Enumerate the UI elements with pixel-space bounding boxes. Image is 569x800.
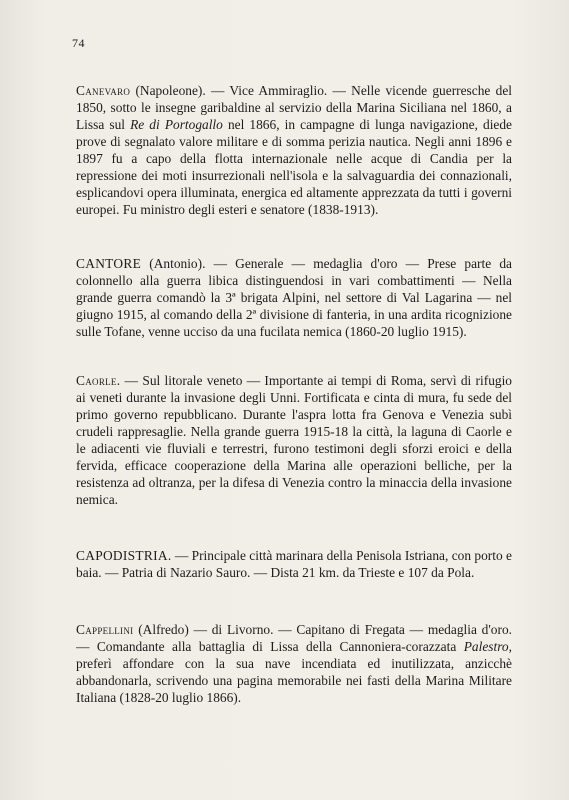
entry-headword: CANTORE (76, 256, 142, 272)
entry-canevaro (76, 83, 512, 218)
entry-text: — Principale città marinara della Penisola Istriana, con porto e baia. — Patria di Nazario Sauro. — Dista 21 km. da Trieste e 107 da Pola. (76, 548, 512, 581)
entry-text: , preferì affondare con la sua nave incendiata ed inutilizzata, anzicchè abbandonarla, scrivendo una pagina memorabile nei fasti della Marina Militare Italiana (1828-20 luglio 1866). (76, 639, 512, 706)
entry-text: (Antonio). — Generale — medaglia d'oro — Prese parte da colonnello alla guerra libica distinguendosi in vari combattimenti — Nella grande guerra comandò la 3ª brigata Alpini, nel settore di Val Lagarina — nel giugno 1915, al comando della 2ª divisione di fanteria, in una ardita ricognizione sulle Tofane, venne ucciso da una fucilata nemica (1860-20 luglio 1915). (76, 256, 512, 340)
ship-name: Re di Portogallo (130, 117, 223, 133)
entry-headword: CAPODISTRIA. (76, 548, 172, 564)
entry-text: nel 1866, in campagne di lunga navigazione, diede prove di segnalato valore militare e di somma perizia nautica. Negli anni 1896 e 1897 fu a capo della flotta internazionale nelle acque di Candia per la repressione dei moti insurrezionali nell'isola e la salvaguardia dei connazionali, esplicandovi opera illuminata, energica ed altamente apprezzata da tutti i governi europei. Fu ministro degli esteri e senatore (1838-1913). (76, 117, 513, 217)
entry-text: — Sul litorale veneto — Importante ai tempi di Roma, servì di rifugio ai veneti durante la invasione degli Unni. Fortificata e cinta di mura, fu sede del primo governo repubblicano. Durante l'aspra lotta fra Genova e Venezia subì crudeli rappresaglie. Nella grande guerra 1915-18 la città, la laguna di Caorle e le adiacenti vie fluviali e terrestri, furono testimoni degli sforzi eroici e della fervida, efficace cooperazione della Marina alle operazioni belliche, per la resistenza ad oltranza, per la difesa di Venezia contro la minaccia della invasione nemica. (76, 373, 512, 507)
entry-cappellini (76, 622, 512, 707)
entry-headword: Canevaro (76, 83, 131, 99)
entry-caorle (76, 373, 512, 508)
entry-cantore (76, 256, 512, 341)
page-number: 74 (72, 36, 85, 50)
ship-name: Palestro (463, 639, 509, 655)
entry-text: (Alfredo) — di Livorno. — Capitano di Fregata — medaglia d'oro. — Comandante alla battaglia di Lissa della Cannoniera-corazzata (76, 622, 512, 655)
entry-headword: Cappellini (76, 622, 134, 638)
entry-capodistria (76, 548, 512, 582)
entry-headword: Caorle. (76, 373, 121, 389)
entry-text: (Napoleone). — Vice Ammiraglio. — Nelle vicende guerresche del 1850, sotto le insegne garibaldine al servizio della Marina Siciliana nel 1860, a Lissa sul (76, 83, 512, 133)
